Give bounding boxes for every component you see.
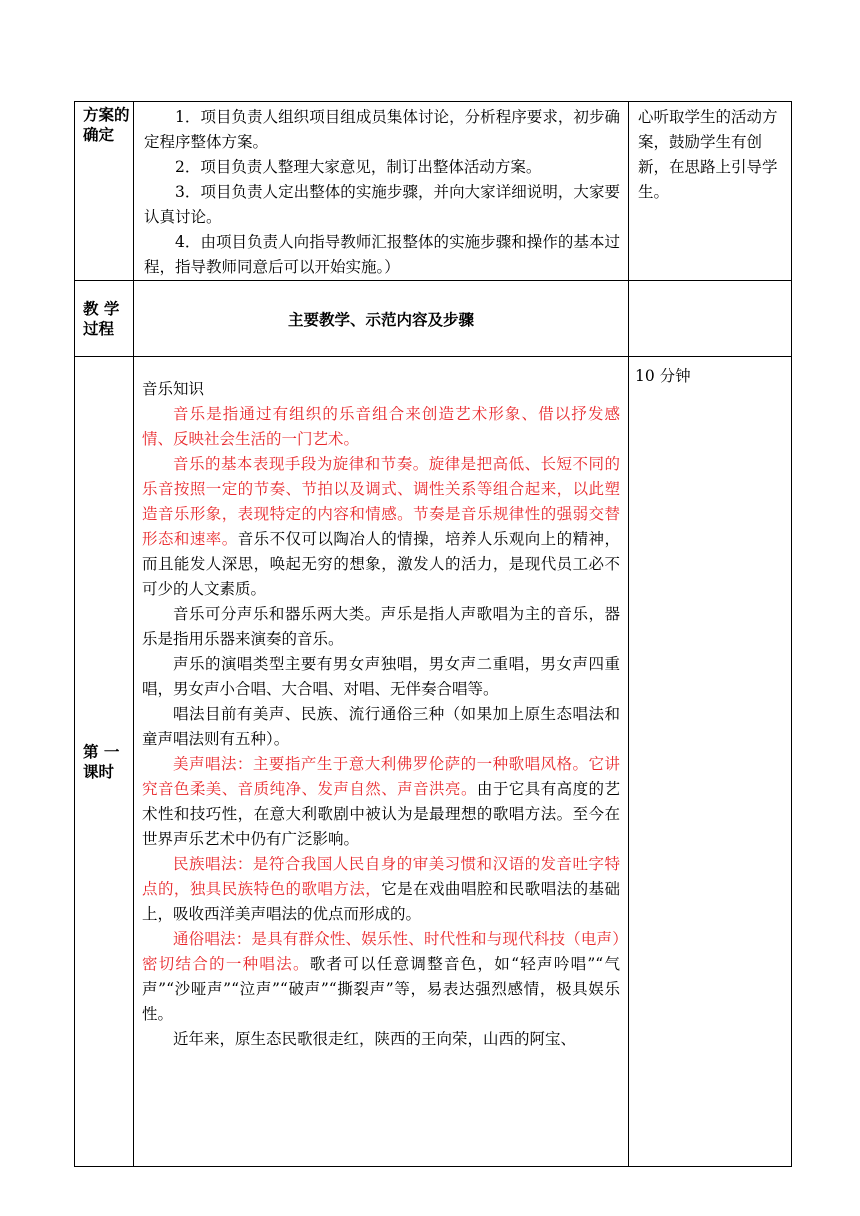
plan-step-3: 3．项目负责人定出整体的实施步骤，并向大家详细说明，大家要认真讨论。	[144, 183, 620, 226]
singing-methods: 唱法目前有美声、民族、流行通俗三种（如果加上原生态唱法和童声唱法则有五种）。	[142, 705, 620, 748]
vocal-types: 声乐的演唱类型主要有男女声独唱，男女声二重唱，男女声四重唱，男女声小合唱、大合唱、对唱、无伴奏合唱等。	[142, 655, 620, 698]
folk-black: 它是在戏曲唱腔和民歌唱法的基础上，吸收西洋美声唱法的优点而形成的。	[142, 880, 620, 923]
pop-black: 歌者可以任意调整音色，如“轻声吟唱”“气声”“沙哑声”“泣声”“破声”“撕裂声”等，易表达强烈感情，极具娱乐性。	[142, 955, 620, 1023]
plan-label: 方案的确定	[75, 102, 134, 281]
plan-row	[75, 102, 792, 281]
header-note-cell	[629, 281, 792, 357]
plan-step-1: 1．项目负责人组织项目组成员集体讨论，分析程序要求，初步确定程序整体方案。	[144, 108, 620, 151]
lesson-plan-table	[74, 101, 792, 1167]
section-title: 音乐知识	[142, 380, 205, 398]
music-categories: 音乐可分声乐和器乐两大类。声乐是指人声歌唱为主的音乐，器乐是指用乐器来演奏的音乐。	[142, 605, 620, 648]
bel-canto-black: 由于它具有高度的艺术性和技巧性，在意大利歌剧中被认为是最理想的歌唱方法。至今在世界声乐艺术中仍有广泛影响。	[142, 780, 620, 848]
original-folk-paragraph: 近年来，原生态民歌很走红，陕西的王向荣，山西的阿宝、	[173, 1030, 577, 1048]
music-means-paragraph	[142, 452, 620, 602]
lesson-duration: 10 分钟	[629, 357, 792, 1167]
plan-content	[134, 102, 629, 281]
music-means-red: 音乐的基本表现手段为旋律和节奏。旋律是把高低、长短不同的乐音按照一定的节奏、节拍以及调式、调性关系等组合起来，以此塑造音乐形象，表现特定的内容和情感。节奏是音乐规律性的强弱交替形态和速率。	[142, 455, 620, 548]
lesson-content	[134, 357, 629, 1167]
music-definition: 音乐是指通过有组织的乐音组合来创造艺术形象、借以抒发感情、反映社会生活的一门艺术。	[142, 405, 620, 448]
folk-red: 民族唱法：是符合我国人民自身的审美习惯和汉语的发音吐字特点的，独具民族特色的歌唱方法，	[142, 855, 620, 898]
pop-paragraph	[142, 927, 620, 1027]
lesson-label: 第 一课时	[75, 357, 134, 1167]
bel-canto-red: 美声唱法：主要指产生于意大利佛罗伦萨的一种歌唱风格。它讲究音色柔美、音质纯净、发声自然、声音洪亮。	[142, 755, 620, 798]
bel-canto-paragraph	[142, 752, 620, 852]
header-row	[75, 281, 792, 357]
pop-red: 通俗唱法：是具有群众性、娱乐性、时代性和与现代科技（电声）密切结合的一种唱法。	[142, 930, 620, 973]
content-heading: 主要教学、示范内容及步骤	[134, 281, 629, 357]
folk-paragraph	[142, 852, 620, 927]
plan-note: 心听取学生的活动方案，鼓励学生有创新，在思路上引导学生。	[629, 102, 792, 281]
plan-step-4: 4．由项目负责人向指导教师汇报整体的实施步骤和操作的基本过程，指导教师同意后可以开始实施。）	[144, 233, 620, 276]
plan-step-2: 2．项目负责人整理大家意见，制订出整体活动方案。	[175, 158, 542, 176]
lesson-row	[75, 357, 792, 1167]
music-means-black: 音乐不仅可以陶冶人的情操，培养人乐观向上的精神，而且能发人深思，唤起无穷的想象，激发人的活力，是现代员工必不可少的人文素质。	[142, 530, 620, 598]
process-label: 教 学过程	[75, 281, 134, 357]
